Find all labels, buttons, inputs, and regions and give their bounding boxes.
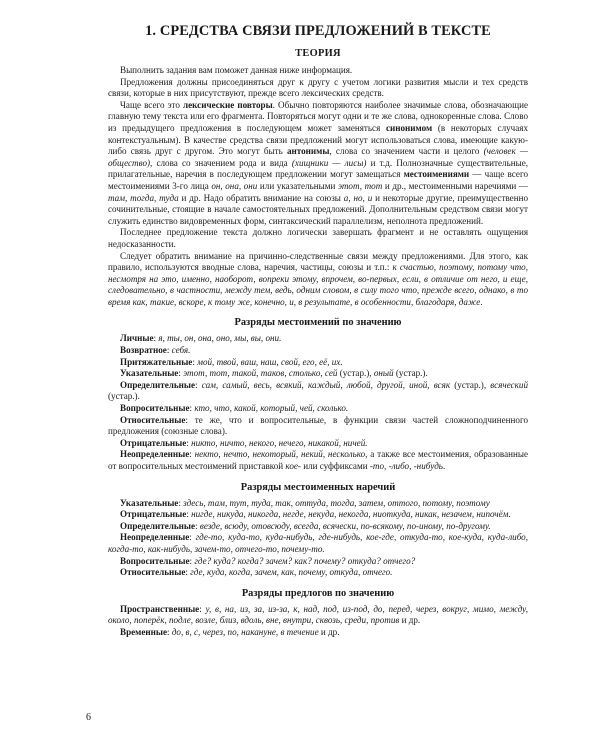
prepositions-heading: Разряды предлогов по значению <box>241 587 395 599</box>
page-content <box>108 22 528 639</box>
pronoun-indefinite: Неопределенные: некто, нечто, некоторый, некий, несколько, а также все местоимения, образованные от вопросительных местоимений приставкой кое- или суффиксами -то, -либо, -нибудь. <box>108 449 528 471</box>
adverb-determinative: Определительные: везде, всюду, отовсюду, всегда, всячески, по-всякому, по-иному, по-другому. <box>120 520 491 531</box>
preposition-spatial: Пространственные: у, в, на, из, за, из-за, к, над, под, из-под, до, перед, через, вокруг, мимо, между, около, поперёк, подле, возле, близ, вдоль, вне, внутри, сквозь, среди, против и др. <box>108 603 528 626</box>
adverb-interrogative: Вопросительные: где? куда? когда? зачем? как? почему? откуда? отчего? <box>120 555 416 566</box>
page-number: 6 <box>86 712 91 723</box>
pronoun-relative: Относительные: те же, что и вопросительные, в функции связи частей сложноподчиненного предложения (союзные слова). <box>108 414 528 437</box>
adverb-relative: Относительные: где, куда, когда, зачем, как, почему, откуда, отчего. <box>120 567 393 578</box>
pronoun-negative: Отрицательные: никто, ничто, некого, нечего, никакой, ничей. <box>120 437 368 448</box>
theory-paragraph-3: Чаще всего это лексические повторы. Обычно повторяются наиболее значимые слова, обозначающие главную тему текста или его фрагмента. Повторяться могут одни и те же слова, однокоренные слова. Слово из предыдущего предложения в последующем может заменяться синонимом (в некоторых случаях контекстуальным). В качестве средства связи предложений могут использоваться слова, имеющие какую-либо связь друг с другом. Это могут быть антонимы, слова со значением части и целого (человек — общество), слова со значением рода и вида (хищники — лисы) и т.д. Полнозначные существительные, прилагательные, наречия в последующем предложении могут замещаться местоимениями — чаще всего местоимениями 3-го лица он, она, они или указательными этот, тот и др., местоименными наречиями — там, тогда, туда и др. Надо обратить внимание на союзы а, но, и и некоторые другие, преимущественно сочинительные, стоящие в начале самостоятельных предложений. Дополнительным средством связи могут служить единство видовременных форм, синтаксический параллелизм, неполнота предложений. <box>108 99 529 226</box>
pronoun-demonstrative: Указательные: этот, тот, такой, таков, столько, сей (устар.), оный (устар.). <box>120 368 428 379</box>
pronoun-interrogative: Вопросительные: кто, что, какой, который, чей, сколько. <box>120 403 349 414</box>
adverbs-heading: Разряды местоименных наречий <box>240 481 396 493</box>
pronoun-personal: Личные: я, ты, он, она, оно, мы, вы, они. <box>120 333 282 344</box>
adverb-indefinite: Неопределенные: где-то, куда-то, куда-нибудь, где-нибудь, кое-где, откуда-то, кое-куда, куда-либо, когда-то, как-нибудь, зачем-то, отчего-то, почему-то. <box>108 532 528 554</box>
page-title: 1. СРЕДСТВА СВЯЗИ ПРЕДЛОЖЕНИЙ В ТЕКСТЕ <box>145 23 491 39</box>
adverb-negative: Отрицательные: нигде, никуда, никогда, негде, некуда, некогда, ниоткуда, никак, незачем, нипочём. <box>120 509 511 520</box>
theory-paragraph-2: Предложения должны присоединяться друг к другу с учетом логики развития мысли и тех средств связи, которые в них присутствуют, прежде всего лексических средств. <box>108 76 528 99</box>
pronoun-possessive: Притяжательные: мой, твой, ваш, наш, свой, его, её, их. <box>120 356 343 367</box>
pronoun-determinative: Определительные: сам, самый, весь, всякий, каждый, любой, другой, иной, всяк (устар.), всяческий (устар.). <box>108 379 528 402</box>
theory-paragraph-4: Последнее предложение текста должно логически завершать фрагмент и не оставлять ощущения недосказанности. <box>108 227 528 249</box>
theory-heading: ТЕОРИЯ <box>295 48 341 59</box>
adverb-demonstrative: Указательные: здесь, там, тут, туда, так, оттуда, тогда, затем, оттого, потому, поэтому <box>120 497 490 508</box>
theory-paragraph-5: Следует обратить внимание на причинно-следственные связи между предложениями. Для этого, как правило, используются вводные слова, наречия, частицы, союзы и т.п.: к счастью, поэтому, потому что, несмотря на это, именно, наоборот, вопреки этому, впрочем, во-первых, если, в отличие от него, и еще, следовательно, в частности, между тем, ведь, одним словом, в силу того что, прежде всего, однако, в то время как, такие, вскоре, к тому же, конечно, и, в результате, в особенности, благодаря, даже. <box>108 250 529 307</box>
theory-paragraph-1: Выполнить задания вам поможет данная ниже информация. <box>120 65 353 75</box>
pronouns-heading: Разряды местоимений по значению <box>234 317 402 329</box>
preposition-temporal: Временные: до, в, с, через, по, накануне, в течение и др. <box>120 626 340 637</box>
pronoun-reflexive: Возвратное: себя. <box>120 345 191 356</box>
